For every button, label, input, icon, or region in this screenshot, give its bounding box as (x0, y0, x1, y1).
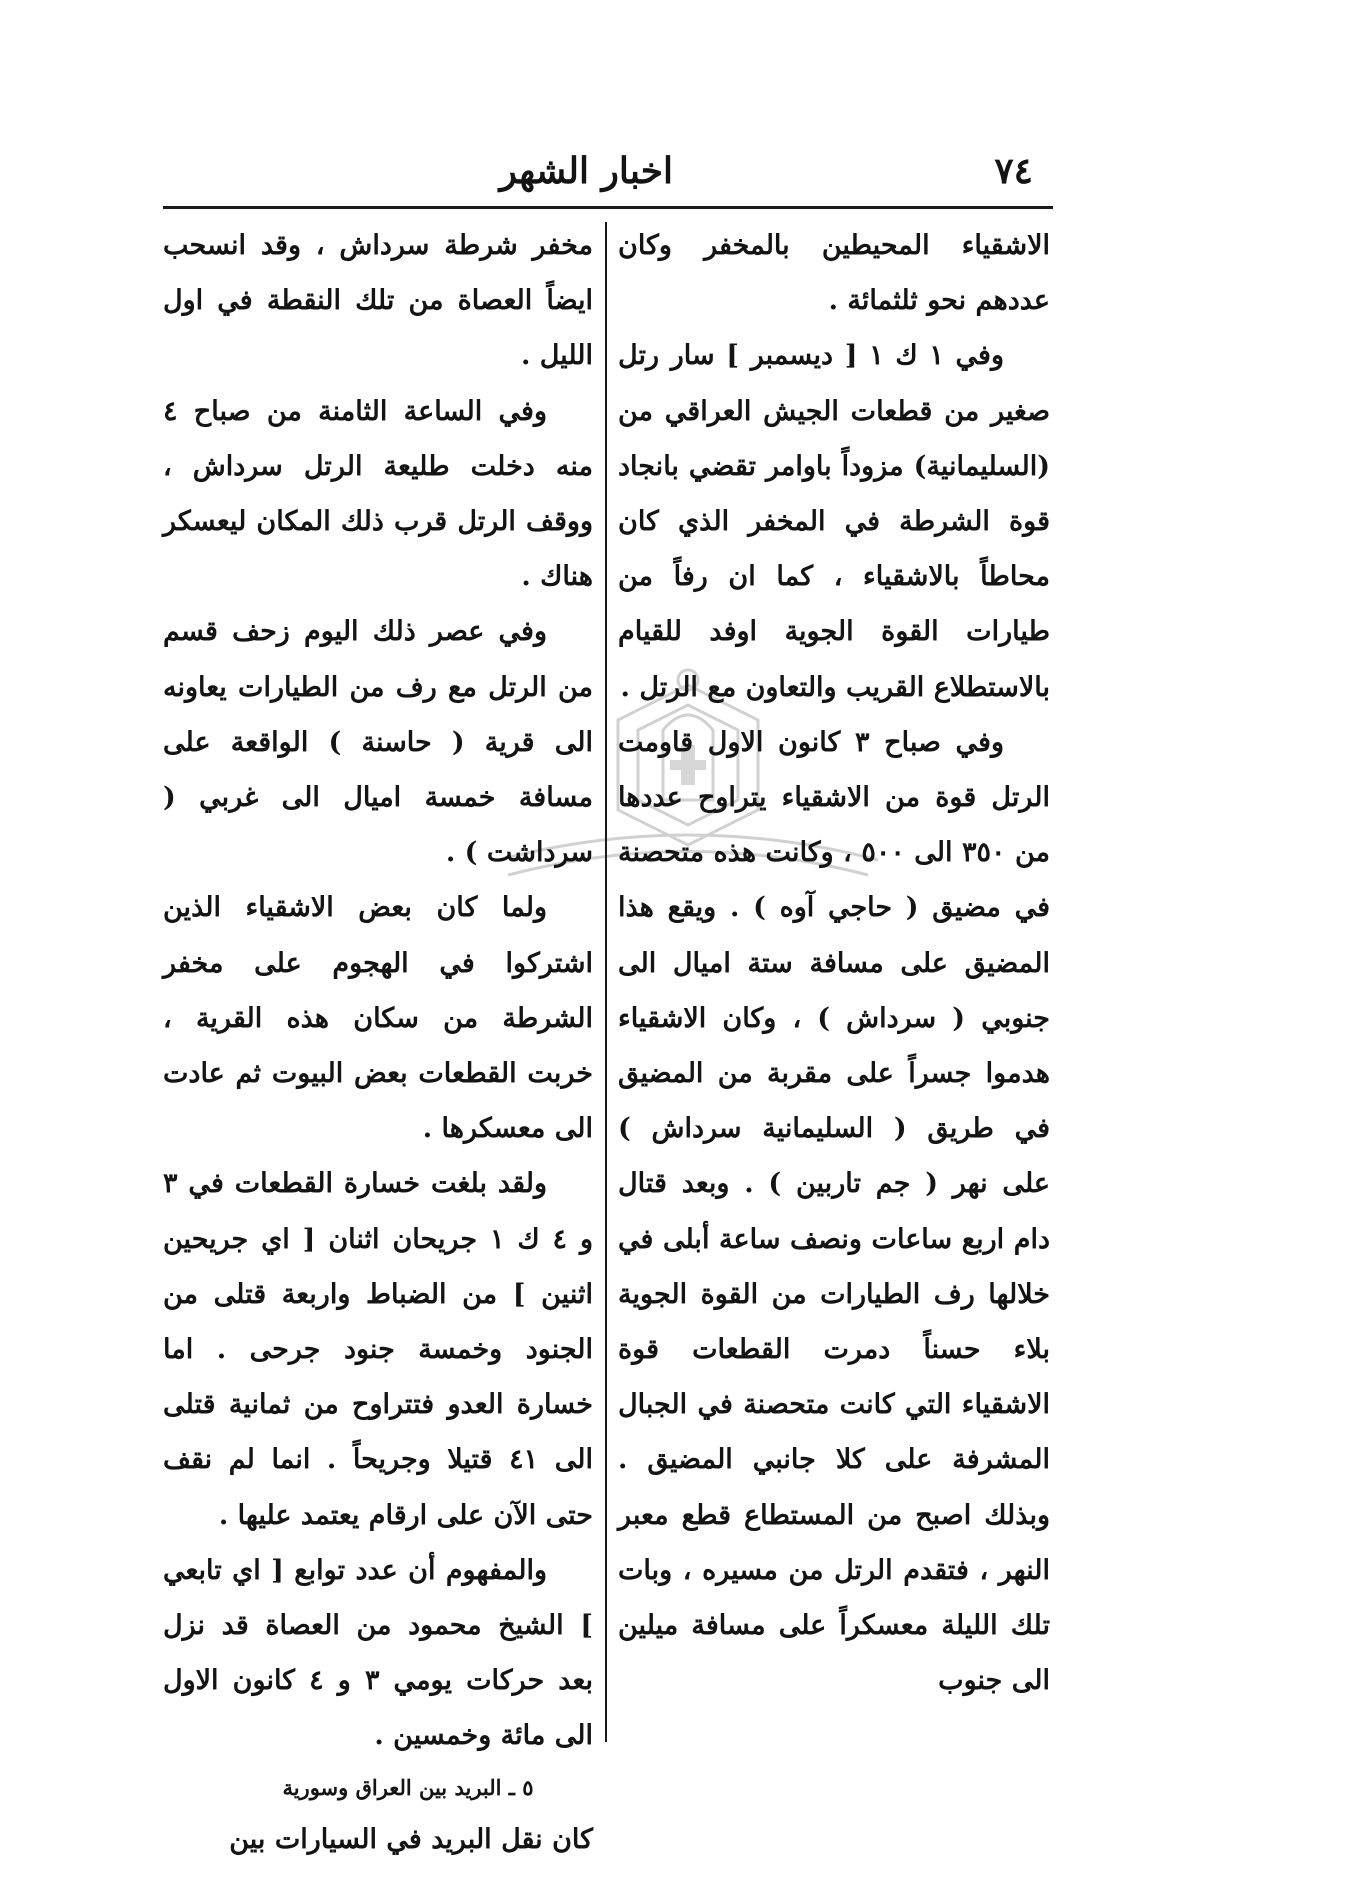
left-paragraph-6: والمفهوم أن عدد توابع [ اي تابعي ] الشيخ محمود من العصاة قد نزل بعد حركات يومي ٣ و ٤ كانون الاول الى مائة وخمسين . (163, 1554, 594, 1752)
left-paragraph-3: وفي عصر ذلك اليوم زحف قسم من الرتل مع رف من الطيارات يعاونه الى قرية ( حاسنة ) الواقعة على مسافة خمسة اميال الى غربي ( سرداشت ) . (163, 616, 593, 869)
left-paragraph-5: ولقد بلغت خسارة القطعات في ٣ و ٤ ك ١ جريحان اثنان [ اي جريحين اثنين ] من الضباط واربعة قتلى من الجنود وخمسة جنود جرحى . اما خسارة العدو فتتراوح من ثمانية قتلى الى ٤١ قتيلا وجريحاً . انما لم نقف حتى الآن على ارقام يعتمد عليها . (163, 1168, 594, 1531)
right-paragraph-2: وفي ١ ك ١ [ ديسمبر ] سار رتل صغير من قطعات الجيش العراقي من (السليمانية) مزوداً باوامر تقضي بانجاد قوة الشرطة في المخفر الذي كان محاطاً بالاشقياء ، كما ان رفاً من طيارات القوة الجوية اوفد للقيام بالاستطلاع القريب والتعاون مع الرتل . (618, 340, 1050, 703)
right-column (618, 218, 1050, 1708)
page-header (163, 150, 1053, 205)
left-paragraph-1: مخفر شرطة سرداش ، وقد انسحب ايضاً العصاة من تلك النقطة في اول الليل . (163, 230, 593, 372)
page-number: ٧٤ (994, 150, 1033, 192)
header-rule (163, 206, 1053, 209)
right-paragraph-3: وفي صباح ٣ كانون الاول قاومت الرتل قوة من الاشقياء يتراوح عددها من ٣٥٠ الى ٥٠٠ ، وكانت هذه متحصنة في مضيق ( حاجي آوه ) . ويقع هذا المضيق على مسافة ستة اميال الى جنوبي ( سرداش ) ، وكان الاشقياء هدموا جسراً على مقربة من المضيق في طريق ( السليمانية سرداش ) على نهر ( جم تاربين ) . وبعد قتال دام اربع ساعات ونصف ساعة أبلى في خلالها رف الطيارات من القوة الجوية بلاء حسناً دمرت القطعات قوة الاشقياء التي كانت متحصنة في الجبال المشرفة على كلا جانبي المضيق . وبذلك اصبح من المستطاع قطع معبر النهر ، فتقدم الرتل من مسيره ، وبات تلك الليلة معسكراً على مسافة ميلين الى جنوب (618, 726, 1050, 1697)
section-text: كان نقل البريد في السيارات بين (229, 1823, 593, 1855)
left-paragraph-4: ولما كان بعض الاشقياء الذين اشتركوا في الهجوم على مخفر الشرطة من سكان هذه القرية ، خربت القطعات بعض البيوت ثم عادت الى معسكرها . (163, 892, 593, 1145)
column-divider (605, 222, 607, 1742)
right-paragraph-1: الاشقياء المحيطين بالمخفر وكان عددهم نحو ثلثمائة . (618, 230, 1050, 317)
section-heading: ٥ ـ البريد بين العراق وسورية (282, 1774, 534, 1800)
left-paragraph-2: وفي الساعة الثامنة من صباح ٤ منه دخلت طليعة الرتل سرداش ، ووقف الرتل قرب ذلك المكان ليعسكر هناك . (163, 395, 593, 593)
left-column (163, 218, 593, 1867)
running-title: اخبار الشهر (499, 150, 673, 192)
